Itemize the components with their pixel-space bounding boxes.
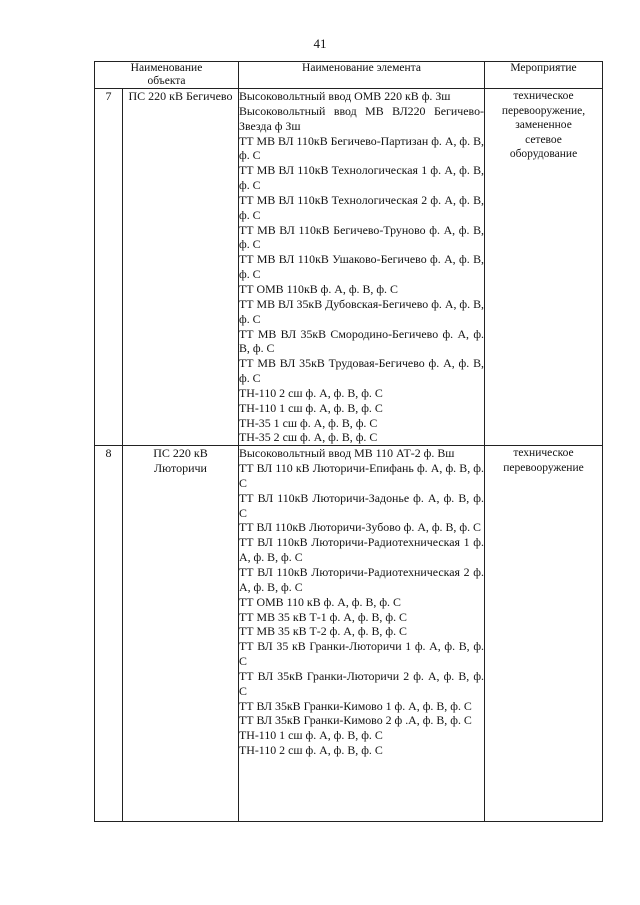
- element-item: ТТ ВЛ 110кВ Люторичи-Задонье ф. А, ф. В, ф. С: [239, 490, 484, 520]
- action-line: замененное: [515, 119, 572, 132]
- element-item: ТТ ВЛ 35кВ Гранки-Кимово 1 ф. А, ф. В, ф. С: [239, 698, 472, 713]
- element-item: ТТ ВЛ 110 кВ Люторичи-Епифань ф. А, ф. В, ф. С: [239, 461, 484, 490]
- header-object-line: объекта: [147, 75, 186, 87]
- element-item: ТТ ВЛ 110кВ Люторичи-Радиотехническая 2 ф. А, ф. В, ф. С: [239, 565, 484, 594]
- element-item: ТТ ВЛ 110кВ Люторичи-Зубово ф. А, ф. В, ф. С: [239, 520, 481, 535]
- object-name-line: ПС 220 кВ: [153, 446, 208, 461]
- action-cell: [485, 89, 603, 446]
- page-number: 41: [313, 36, 327, 51]
- element-item: ТТ МВ ВЛ 110кВ Ушаково-Бегичево ф. А, ф. В, ф. С: [239, 252, 484, 282]
- action-line: перевооружение,: [501, 104, 586, 117]
- element-item: ТН-110 2 сш ф. А, ф. В, ф. С: [239, 385, 383, 400]
- element-item: ТТ МВ ВЛ 35кВ Дубовская-Бегичево ф. А, ф. В, ф. С: [239, 296, 484, 326]
- element-item: ТН-35 2 сш ф. А, ф. В, ф. С: [239, 430, 378, 445]
- element-item: ТТ МВ ВЛ 110кВ Технологическая 1 ф. А, ф. В, ф. С: [239, 163, 484, 193]
- element-item: Высоковольтный ввод МВ 110 АТ-2 ф. Вш: [239, 446, 455, 461]
- element-list-cell: [239, 89, 485, 446]
- element-item: Высоковольтный ввод ОМВ 220 кВ ф. Зш: [239, 89, 451, 103]
- header-action: Мероприятие: [485, 62, 603, 89]
- header-object-line: Наименование: [130, 62, 203, 74]
- element-item: ТТ ВЛ 35 кВ Гранки-Люторичи 1 ф. А, ф. В, ф. С: [239, 639, 484, 669]
- table-row: [95, 89, 603, 446]
- action-line: сетевое: [525, 133, 562, 146]
- table-row: [95, 446, 603, 822]
- element-item: ТТ МВ ВЛ 110кВ Технологическая 2 ф. А, ф. В, ф. С: [239, 192, 484, 222]
- object-name-line: ПС 220 кВ Бегичево: [128, 89, 233, 103]
- element-item: ТТ ОМВ 110 кВ ф. А, ф. В, ф. С: [239, 594, 401, 609]
- element-item: ТТ ВЛ 35кВ Гранки-Люторичи 2 ф. А, ф. В, ф. С: [239, 668, 484, 698]
- element-item: ТТ МВ ВЛ 35кВ Смородино-Бегичево ф. А, ф. В, ф. С: [239, 326, 484, 356]
- row-number: 8: [95, 446, 123, 822]
- object-name-cell: [123, 446, 239, 822]
- element-item: ТН-110 1 сш ф. А, ф. В, ф. С: [239, 728, 383, 743]
- element-item: ТТ МВ 35 кВ Т-1 ф. А, ф. В, ф. С: [239, 609, 407, 624]
- action-cell: [485, 446, 603, 822]
- element-item: ТТ МВ 35 кВ Т-2 ф. А, ф. В, ф. С: [239, 624, 407, 639]
- element-item: ТТ ВЛ 110кВ Люторичи-Радиотехническая 1 ф. А, ф. В, ф. С: [239, 535, 484, 565]
- action-line: техническое: [513, 447, 574, 460]
- element-list-cell: [239, 446, 485, 822]
- element-item: ТТ МВ ВЛ 110кВ Бегичево-Партизан ф. А, ф. В, ф. С: [239, 133, 484, 163]
- action-line: оборудование: [509, 148, 578, 161]
- element-item: ТТ ОМВ 110кВ ф. А, ф. В, ф. С: [239, 281, 398, 296]
- element-item: ТТ ВЛ 35кВ Гранки-Кимово 2 ф .А, ф. В, ф. С: [239, 713, 472, 728]
- action-line: техническое: [513, 90, 574, 102]
- element-item: ТН-110 2 сш ф. А, ф. В, ф. С: [239, 743, 383, 758]
- element-item: ТТ МВ ВЛ 35кВ Трудовая-Бегичево ф. А, ф. В, ф. С: [239, 356, 484, 386]
- element-item: ТТ МВ ВЛ 110кВ Бегичево-Труново ф. А, ф. В, ф. С: [239, 222, 484, 252]
- element-item: ТН-35 1 сш ф. А, ф. В, ф. С: [239, 415, 378, 430]
- element-item: ТН-110 1 сш ф. А, ф. В, ф. С: [239, 400, 383, 415]
- object-name-line: Люторичи: [154, 461, 207, 476]
- row-number: 7: [95, 89, 123, 446]
- header-object-name: [95, 62, 239, 89]
- table-header-row: [95, 62, 603, 89]
- element-item: Высоковольтный ввод МВ ВЛ220 Бегичево-Звезда ф Зш: [239, 103, 484, 133]
- equipment-table: [94, 61, 603, 822]
- header-element-name: Наименование элемента: [239, 62, 485, 89]
- object-name-cell: [123, 89, 239, 446]
- action-line: перевооружение: [503, 461, 584, 474]
